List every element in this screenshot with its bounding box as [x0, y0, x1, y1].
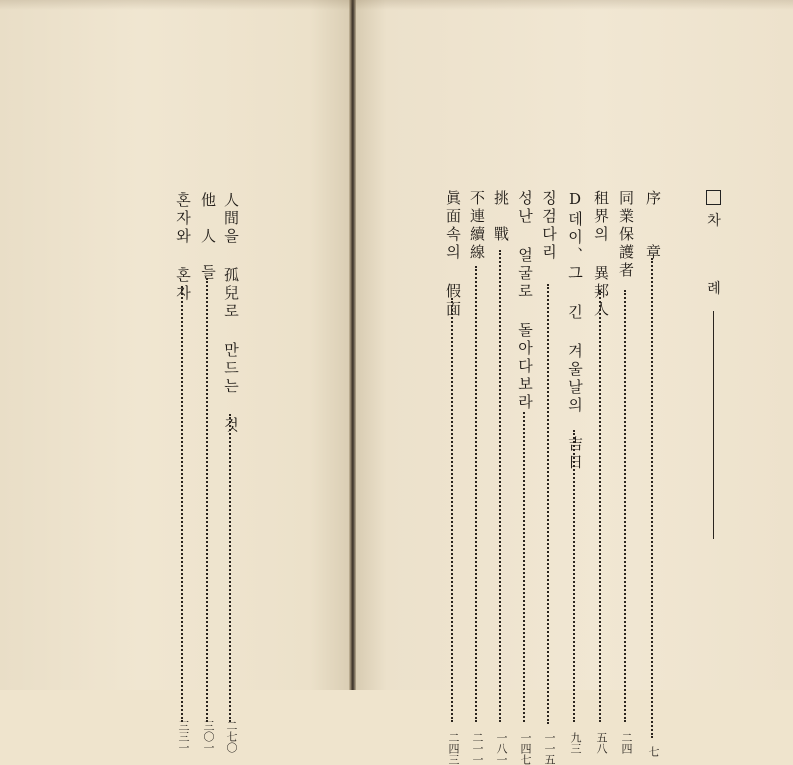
- toc-entry-title: 眞面속의 假面: [444, 190, 462, 319]
- toc-entry-page: 三〇一: [202, 720, 215, 753]
- dot-leader: [206, 278, 208, 722]
- toc-entry-page: 一八一: [495, 732, 508, 765]
- toc-entry-title: 他 人 들: [199, 192, 217, 282]
- toc-entry-title: 不連續線: [468, 190, 486, 262]
- dot-leader: [651, 258, 653, 738]
- toc-entry-page: 七: [647, 746, 660, 757]
- toc-entry-page: 九三: [569, 732, 582, 754]
- dot-leader: [229, 414, 231, 722]
- toc-entry-title: 租界의 異邦人: [592, 190, 610, 319]
- toc-entry-page: 三三一: [177, 720, 190, 753]
- top-shadow: [0, 0, 793, 10]
- dot-leader: [451, 298, 453, 722]
- dot-leader: [523, 412, 525, 722]
- toc-entry-page: 一四七: [519, 732, 532, 765]
- heading-char-2: 례: [707, 281, 721, 297]
- book-gutter: [349, 0, 356, 690]
- dot-leader: [573, 430, 575, 722]
- dot-leader: [547, 284, 549, 724]
- toc-entry-title: 징검다리: [540, 190, 558, 262]
- toc-entry-title: D데이、그 긴 겨울날의 吉日: [566, 190, 584, 472]
- dot-leader: [475, 266, 477, 722]
- toc-entry-title: 同業保護者: [617, 190, 635, 280]
- toc-entry-page: 二四三: [447, 732, 460, 765]
- box-mark-icon: [706, 190, 721, 205]
- toc-entry-page: 二四: [620, 732, 633, 754]
- toc-entry-title: 혼자와 혼자: [174, 192, 192, 303]
- toc-entry-title: 성난 얼굴로 돌아다보라: [516, 190, 534, 412]
- toc-entry-page: 一一五: [543, 732, 556, 765]
- toc-entry-page: 五八: [595, 732, 608, 754]
- dot-leader: [624, 290, 626, 722]
- dot-leader: [599, 290, 601, 722]
- heading-rule: [713, 311, 714, 539]
- toc-entry-title: 挑 戰: [492, 190, 510, 244]
- left-page: [0, 0, 352, 690]
- toc-entry-title: 人間을 孤兒로 만드는 것: [222, 192, 240, 435]
- dot-leader: [499, 250, 501, 722]
- toc-entry-title: 序 章: [644, 190, 662, 262]
- dot-leader: [181, 286, 183, 722]
- toc-entry-page: 二一一: [471, 732, 484, 765]
- toc-entry-page: 二七〇: [225, 720, 238, 753]
- heading-char-1: 차: [707, 213, 721, 229]
